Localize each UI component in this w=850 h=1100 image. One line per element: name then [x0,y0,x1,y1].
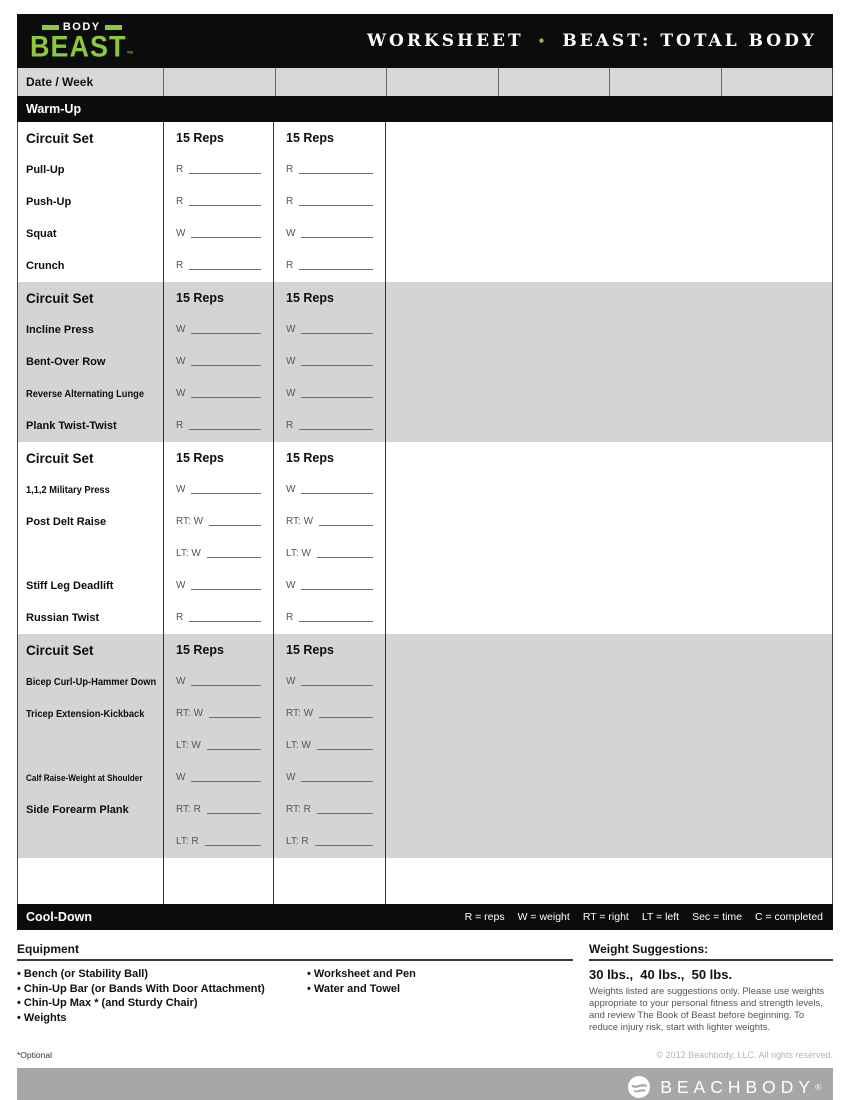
exercise-cell [18,250,164,282]
notes-cell [386,730,832,762]
set2-entry-blank-line [315,845,373,846]
set2-entry-field [286,709,373,719]
set2-entry-prefix: R [286,612,294,623]
set2-entry [274,474,386,506]
notes-header [386,282,832,314]
exercise-cell [18,538,164,570]
set2-entry-prefix: RT: W [286,708,314,719]
set1-entry [164,698,274,730]
set2-entry [274,570,386,602]
notes-header [386,634,832,666]
exercise-cell [18,506,164,538]
page-title [367,31,817,51]
set2-entry-field [286,197,373,207]
date-cell-6 [722,68,833,96]
set1-entry [164,602,274,634]
logo-beast-text: BEAST™ [30,30,134,63]
equipment-columns [17,967,573,1025]
set1-entry-prefix: LT: R [176,836,199,847]
set1-entry-blank-line [189,621,261,622]
exercise-label: Plank Twist-Twist [26,420,117,432]
cooldown-bar [17,904,833,930]
notes-cell [386,186,832,218]
set1-entry [164,346,274,378]
section-header-4 [18,634,164,666]
set1-entry-blank-line [191,589,261,590]
exercise-label: Squat [26,228,57,240]
exercise-cell [18,378,164,410]
trademark-symbol: ™ [126,50,134,59]
set2-entry-blank-line [319,525,373,526]
notes-cell [386,762,832,794]
set1-entry-prefix: R [176,196,184,207]
set1-entry-prefix: W [176,228,186,239]
set1-entry [164,218,274,250]
notes-cell [386,538,832,570]
set2-entry-prefix: R [286,260,294,271]
set1-entry-field [176,197,261,207]
set1-entry-blank-line [191,397,261,398]
set1-entry-blank-line [207,749,261,750]
set2-entry-prefix: W [286,772,296,783]
set2-entry-field [286,261,373,271]
empty-row [17,858,833,904]
exercise-cell [18,314,164,346]
set1-entry-prefix: W [176,356,186,367]
set1-entry-field [176,837,261,847]
set2-entry [274,154,386,186]
registered-symbol: ® [815,1082,821,1092]
set1-entry-prefix: R [176,260,184,271]
set2-entry-field [286,229,373,239]
set1-entry-blank-line [209,525,261,526]
exercise-label: Bicep Curl-Up-Hammer Down [26,676,157,688]
set2-entry-blank-line [299,621,373,622]
set2-entry-field [286,805,373,815]
legend-item-3: RT = right [582,911,629,923]
notes-cell [386,602,832,634]
reps-header-2 [274,442,386,474]
empty-cell-notes [386,858,832,904]
legend-item-2: W = weight [517,911,570,923]
weight-note: Weights listed are suggestions only. Please use weights appropriate to your personal fitness and strength levels, and review The Book of Beast before beginning. To reduce injury risk, start with lighter weights. [589,986,825,1033]
date-cell-2 [276,68,388,96]
notes-cell [386,794,832,826]
section-header-1 [18,122,164,154]
exercise-cell [18,154,164,186]
set2-entry-blank-line [301,685,373,686]
set2-entry-prefix: W [286,388,296,399]
reps-header-2 [274,282,386,314]
exercise-cell [18,762,164,794]
brand-name: BEACHBODY [660,1076,816,1097]
legend-item-5: Sec = time [692,911,742,923]
set2-entry [274,730,386,762]
reps-header-label: 15 Reps [176,291,224,305]
equipment-item: • Worksheet and Pen [307,967,416,982]
set2-entry-field [286,325,373,335]
set1-entry-blank-line [207,813,261,814]
exercise-cell [18,730,164,762]
notes-cell [386,698,832,730]
set1-entry-field [176,325,261,335]
set1-entry-blank-line [189,269,261,270]
set2-entry [274,762,386,794]
set2-entry [274,538,386,570]
exercise-cell [18,346,164,378]
copyright-text: © 2012 Beachbody, LLC. All rights reserved. [656,1050,833,1060]
notes-cell [386,570,832,602]
set2-entry [274,218,386,250]
beachbody-brand [627,1075,821,1099]
exercise-cell [18,826,164,858]
section-header-3 [18,442,164,474]
section-title: Circuit Set [26,450,94,466]
set1-entry-field [176,357,261,367]
set2-entry-prefix: R [286,420,294,431]
exercise-cell [18,410,164,442]
exercise-cell [18,570,164,602]
set1-entry-field [176,613,261,623]
exercise-label: 1,1,2 Military Press [26,484,110,496]
set1-entry [164,154,274,186]
set2-entry-prefix: W [286,580,296,591]
exercise-cell [18,186,164,218]
set2-entry-prefix: LT: R [286,836,309,847]
set2-entry-field [286,613,373,623]
header-bar [17,14,833,68]
notes-cell [386,506,832,538]
notes-header [386,442,832,474]
exercise-cell [18,474,164,506]
title-workout-name: BEAST: TOTAL BODY [562,31,817,51]
set2-entry-field [286,165,373,175]
legend-item-4: LT = left [641,911,680,923]
set2-entry [274,378,386,410]
warmup-label: Warm-Up [26,102,82,116]
set1-entry [164,666,274,698]
set1-entry-field [176,549,261,559]
reps-header-label: 15 Reps [176,643,224,657]
section-title: Circuit Set [26,642,94,658]
date-week-row [17,68,833,96]
equipment-section [17,942,573,1034]
set1-entry-field [176,229,261,239]
title-worksheet: WORKSHEET [366,31,524,51]
set2-entry-prefix: RT: R [286,804,311,815]
equipment-heading: Equipment [17,942,573,961]
legend-item-1: R = reps [464,911,505,923]
set2-entry [274,794,386,826]
notes-cell [386,314,832,346]
set1-entry-blank-line [207,557,261,558]
reps-header-label: 15 Reps [176,131,224,145]
set1-entry-field [176,165,261,175]
logo-body-text: BODY [62,20,101,33]
weight-amounts: 30 lbs., 40 lbs., 50 lbs. [589,967,733,982]
set1-entry-prefix: RT: W [176,516,204,527]
notes-header [386,122,832,154]
set1-entry-blank-line [191,333,261,334]
set2-entry-blank-line [299,269,373,270]
circuit-section-3 [17,442,833,634]
equipment-item: • Weights [17,1011,307,1026]
exercise-label: Incline Press [26,324,94,336]
reps-header-label: 15 Reps [286,131,334,145]
set1-entry [164,410,274,442]
body-beast-logo [30,22,134,61]
empty-cell-reps-2 [274,858,386,904]
reps-header-1 [164,634,274,666]
set1-entry-prefix: LT: W [176,740,201,751]
set1-entry-field [176,709,261,719]
notes-cell [386,826,832,858]
exercise-cell [18,794,164,826]
set2-entry-blank-line [317,557,373,558]
set1-entry [164,186,274,218]
exercise-label: Pull-Up [26,164,65,176]
set2-entry [274,506,386,538]
set1-entry-field [176,517,261,527]
set2-entry [274,314,386,346]
equipment-item: • Chin-Up Bar (or Bands With Door Attachment) [17,982,307,997]
set2-entry-blank-line [301,237,373,238]
set2-entry-field [286,837,373,847]
set1-entry [164,506,274,538]
weight-suggestions-section [589,942,833,1034]
set1-entry-blank-line [205,845,261,846]
set2-entry-prefix: RT: W [286,516,314,527]
set2-entry-blank-line [299,173,373,174]
reps-header-label: 15 Reps [286,291,334,305]
set2-entry-prefix: W [286,356,296,367]
set2-entry-blank-line [301,781,373,782]
set1-entry-blank-line [191,685,261,686]
set2-entry [274,826,386,858]
set2-entry [274,186,386,218]
set1-entry-prefix: R [176,164,184,175]
set1-entry-field [176,485,261,495]
set2-entry-field [286,389,373,399]
date-cell-3 [387,68,499,96]
set1-entry-prefix: W [176,676,186,687]
set1-entry-prefix: W [176,484,186,495]
equipment-item: • Chin-Up Max * (and Sturdy Chair) [17,996,307,1011]
set2-entry-prefix: W [286,228,296,239]
set1-entry-prefix: W [176,388,186,399]
logo-green-bar-right [105,25,122,30]
footer-bar [17,1068,833,1100]
empty-cell-reps-1 [164,858,274,904]
set2-entry-field [286,485,373,495]
set2-entry [274,666,386,698]
set1-entry-blank-line [189,429,261,430]
set1-entry-blank-line [189,205,261,206]
set2-entry-prefix: W [286,484,296,495]
circuit-section-1 [17,122,833,282]
set1-entry-field [176,741,261,751]
set1-entry-blank-line [209,717,261,718]
set2-entry-blank-line [319,717,373,718]
set2-entry-prefix: W [286,324,296,335]
optional-footnote: *Optional [17,1050,52,1060]
set1-entry [164,570,274,602]
set1-entry-prefix: R [176,612,184,623]
equipment-list-1 [17,967,307,1025]
meta-row [17,1050,833,1060]
set1-entry-prefix: R [176,420,184,431]
set1-entry [164,250,274,282]
exercise-cell [18,666,164,698]
set1-entry-field [176,421,261,431]
set2-entry-blank-line [301,589,373,590]
set2-entry-field [286,549,373,559]
circuit-sections [17,122,833,858]
circuit-section-2 [17,282,833,442]
set2-entry-field [286,677,373,687]
set1-entry-blank-line [191,781,261,782]
set2-entry-prefix: R [286,164,294,175]
exercise-label: Crunch [26,260,65,272]
reps-header-label: 15 Reps [286,643,334,657]
set1-entry [164,314,274,346]
exercise-label: Post Delt Raise [26,516,107,528]
beachbody-logo-icon [627,1075,651,1099]
set1-entry-field [176,773,261,783]
set1-entry-prefix: LT: W [176,548,201,559]
notes-cell [386,666,832,698]
exercise-label: Push-Up [26,196,72,208]
set2-entry-field [286,517,373,527]
set1-entry-prefix: RT: W [176,708,204,719]
date-cell-1 [164,68,276,96]
notes-cell [386,218,832,250]
warmup-bar [17,96,833,122]
set2-entry-prefix: LT: W [286,548,311,559]
exercise-label: Bent-Over Row [26,356,106,368]
exercise-cell [18,602,164,634]
exercise-label: Stiff Leg Deadlift [26,580,114,592]
set2-entry [274,250,386,282]
set1-entry [164,794,274,826]
set1-entry [164,826,274,858]
notes-cell [386,474,832,506]
set1-entry-prefix: W [176,772,186,783]
set1-entry [164,730,274,762]
set1-entry-blank-line [189,173,261,174]
set2-entry [274,410,386,442]
set2-entry-field [286,773,373,783]
set2-entry-field [286,741,373,751]
reps-header-1 [164,122,274,154]
legend-item-6: C = completed [755,911,823,923]
set2-entry [274,346,386,378]
set2-entry-blank-line [299,429,373,430]
notes-cell [386,154,832,186]
equipment-item: • Bench (or Stability Ball) [17,967,307,982]
set2-entry-prefix: W [286,676,296,687]
section-title: Circuit Set [26,290,94,306]
set1-entry-blank-line [191,365,261,366]
notes-cell [386,346,832,378]
exercise-label: Reverse Alternating Lunge [26,388,145,400]
section-title: Circuit Set [26,130,94,146]
section-header-2 [18,282,164,314]
set1-entry-field [176,389,261,399]
exercise-label: Side Forearm Plank [26,804,129,816]
date-week-label: Date / Week [18,68,164,96]
reps-header-2 [274,634,386,666]
weight-suggestions-heading: Weight Suggestions: [589,942,833,961]
set1-entry-blank-line [191,237,261,238]
notes-cell [386,410,832,442]
set1-entry [164,538,274,570]
set2-entry-blank-line [301,493,373,494]
set1-entry-blank-line [191,493,261,494]
set1-entry-prefix: W [176,324,186,335]
set1-entry-prefix: W [176,580,186,591]
set1-entry [164,762,274,794]
circuit-section-4 [17,634,833,858]
set2-entry [274,602,386,634]
set2-entry-blank-line [301,397,373,398]
set2-entry-blank-line [299,205,373,206]
equipment-list-2 [307,967,416,1025]
reps-header-label: 15 Reps [176,451,224,465]
set2-entry-prefix: LT: W [286,740,311,751]
set2-entry-prefix: R [286,196,294,207]
notes-cell [386,378,832,410]
exercise-label: Russian Twist [26,612,100,624]
set1-entry [164,474,274,506]
abbreviation-legend [452,911,823,923]
date-cell-5 [610,68,722,96]
set1-entry-field [176,805,261,815]
set1-entry-field [176,261,261,271]
reps-header-1 [164,282,274,314]
equipment-item: • Water and Towel [307,982,416,997]
set1-entry-field [176,677,261,687]
exercise-cell [18,218,164,250]
logo-green-bar-left [42,25,59,30]
set2-entry-blank-line [317,813,373,814]
empty-cell-exercise [18,858,164,904]
exercise-label: Tricep Extension-Kickback [26,708,145,720]
notes-cell [386,250,832,282]
exercise-cell [18,698,164,730]
reps-header-label: 15 Reps [286,451,334,465]
set2-entry [274,698,386,730]
cooldown-label: Cool-Down [26,910,92,924]
set2-entry-blank-line [317,749,373,750]
exercise-label: Calf Raise-Weight at Shoulder [26,772,143,784]
info-area [17,942,833,1034]
set2-entry-field [286,357,373,367]
set2-entry-blank-line [301,365,373,366]
bullet-separator-icon: • [537,34,549,48]
date-cell-4 [499,68,611,96]
set1-entry-field [176,581,261,591]
reps-header-1 [164,442,274,474]
set2-entry-field [286,581,373,591]
set2-entry-blank-line [301,333,373,334]
reps-header-2 [274,122,386,154]
set1-entry [164,378,274,410]
set1-entry-prefix: RT: R [176,804,201,815]
set2-entry-field [286,421,373,431]
